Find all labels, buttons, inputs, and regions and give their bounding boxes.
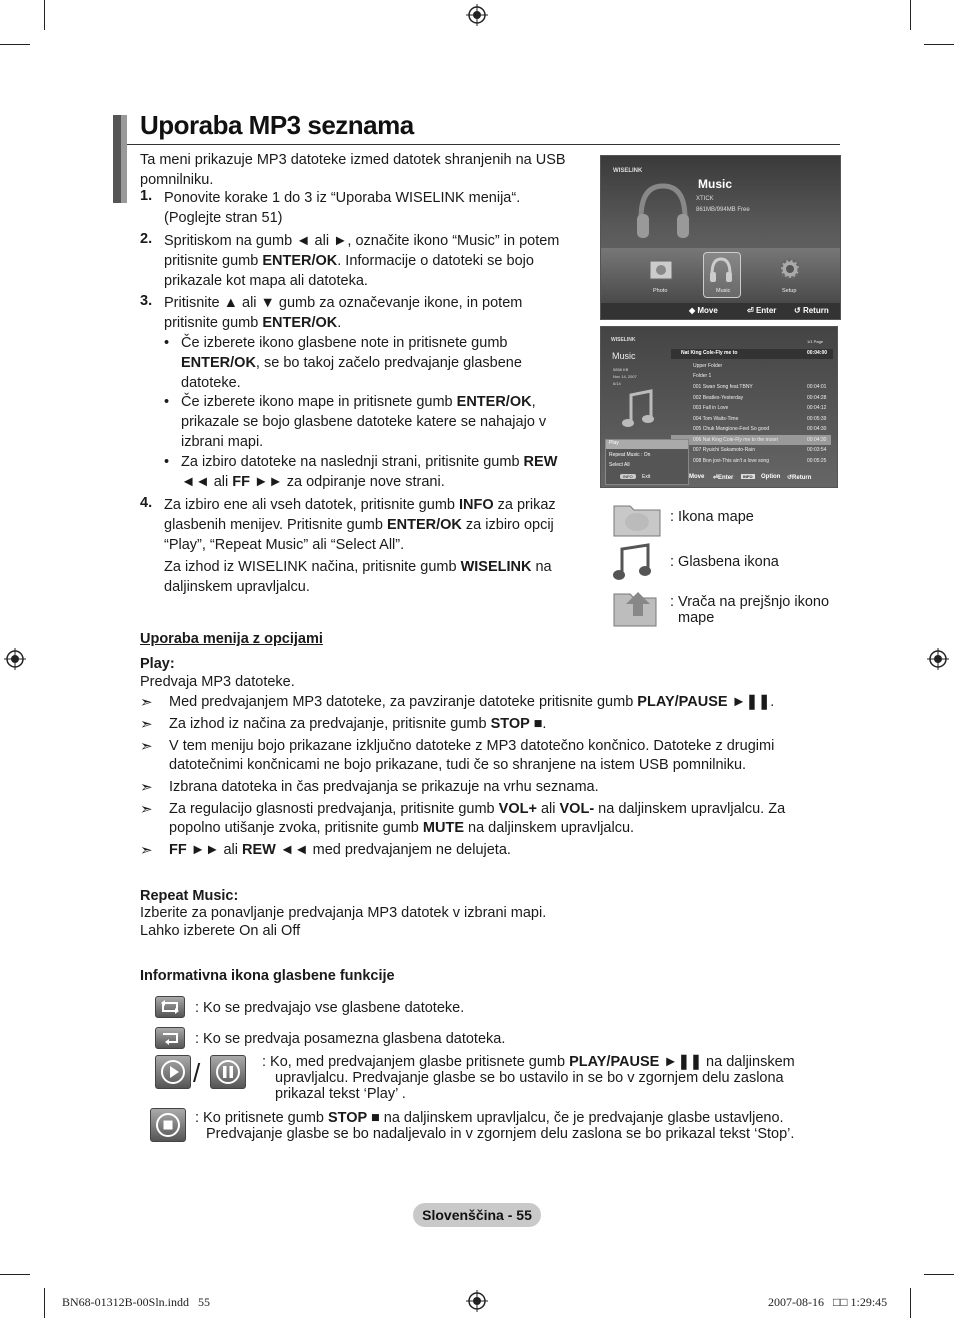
exit-instructions: Za izhod iz WISELINK načina, pritisnite gumb WISELINK na daljinskem upravljalcu. [164,559,552,595]
device-space: 861MB/994MB Free [696,207,750,213]
list-item[interactable]: Folder 1 [693,373,712,379]
menu-info-button: INFO [620,474,636,479]
list-item[interactable]: 007 Ryuichi Sakamoto-Rain 00:03:54 [693,447,827,453]
crop-mark [910,0,911,30]
wiselink-main-screen [600,155,841,320]
file-date: Nov 14, 2007 [613,374,637,379]
wiselink-logo: WISELINK [611,337,636,343]
title-rule [127,144,840,145]
nav-bar: Move ⏎Enter INFO Option ↺Return [689,474,812,481]
music-label: Music [716,288,731,294]
legend-music-label: : Glasbena ikona [670,554,779,570]
step-text: Ponovite korake 1 do 3 iz “Uporaba WISELINK menija“. (Poglejte stran 51) [164,190,521,226]
folder-icon [612,502,662,538]
menu-item-play[interactable]: Play [606,440,688,449]
enter-hint: ⏎ Enter [747,306,777,315]
file-list [671,361,833,469]
info-repeat-one-text: : Ko se predvaja posamezna glasbena datoteka. [195,1031,506,1047]
screen-heading: Music [698,177,733,191]
repeat-heading: Repeat Music: [140,888,239,904]
music-note-icon [612,543,654,583]
nav-bar [601,303,840,319]
menu-exit[interactable]: Exit [642,474,651,480]
title-bar-decoration [121,115,127,203]
music-note-icon [621,389,655,431]
info-play-pause-text: : Ko, med predvajanjem glasbe pritisnete gumb PLAY/PAUSE ►❚❚ na daljinskem upravljalcu. Predvajanje glasbe se bo ustavilo in se bo v zgornjem delu zaslona prikazal tekst ‘Play’ . [262,1054,795,1102]
crop-mark [910,1288,911,1318]
info-stop-text: : Ko pritisnete gumb STOP ■ na daljinskem upravljalcu, če je predvajanje glasbe ustavljeno. Predvajanje glasbe se bo nadaljevalo in v zgornjem delu zaslona se bo prikazal tekst ‘Stop’. [195,1110,795,1142]
registration-mark-icon [4,648,26,670]
bullet-item: • Če izberete ikono mape in pritisnete gumb ENTER/OK, prikazale se bojo glasbene datoteke katere se nahajajo v izbrani mapi. [164,394,547,450]
step-text: Za izbiro ene ali vseh datotek, pritisnite gumb INFO za prikaz glasbenih menijev. Pritisnite gumb ENTER/OK za izbiro opcij “Play”, “Repeat Music” ali “Select All”. [164,497,556,553]
now-playing-bar: Nat King Cole-Fly me to 00:04:00 [671,349,833,359]
headphones-icon [633,178,693,248]
setup-label: Setup [782,288,797,294]
photo-label: Photo [653,288,668,294]
page-number-badge: Slovenščina - 55 [413,1203,541,1227]
crop-mark [44,1288,45,1318]
repeat-options: Lahko izberete On ali Off [140,923,301,939]
music-list-screen [600,326,838,488]
play-icon [155,1055,191,1089]
slash-separator: / [193,1058,201,1088]
crop-mark [0,44,30,45]
setup-icon[interactable] [777,256,803,282]
menu-item-repeat[interactable]: Repeat Music : On [609,452,651,458]
file-index: 6/14 [613,381,621,386]
crop-mark [0,1274,30,1275]
intro-text: Ta meni prikazuje MP3 datoteke izmed datotek shranjenih na USB pomnilniku. [140,152,566,188]
return-hint: ↺ Return [794,306,829,315]
step-text: Spritiskom na gumb ◄ ali ►, označite ikono “Music” in potem pritisnite gumb ENTER/OK. Informacije o datoteki se bojo prikazale kot mapa ali datoteka. [164,233,560,289]
crop-mark [44,0,45,30]
repeat-description: Izberite za ponavljanje predvajanja MP3 datotek v izbrani mapi. [140,905,547,921]
step-text: Pritisnite ▲ ali ▼ gumb za označevanje ikone, in potem pritisnite gumb ENTER/OK. [164,295,523,331]
screen-heading: Music [612,351,636,361]
options-heading: Uporaba menija z opcijami [140,631,323,647]
bullet-item: • Za izbiro datoteke na naslednji strani, pritisnite gumb REW ◄◄ ali FF ►► za odpiranje nove strani. [164,454,558,490]
step-number: 3. [140,293,153,309]
repeat-one-icon [155,1027,185,1049]
move-hint: ◆ Move [689,306,718,315]
registration-mark-icon [466,4,488,26]
play-heading: Play: [140,656,175,672]
device-name: XTICK [696,196,714,202]
list-item[interactable]: Upper Folder [693,363,723,369]
step-number: 1. [140,188,153,204]
footer-timestamp: 2007-08-16 □□ 1:29:45 [768,1295,888,1309]
play-description: Predvaja MP3 datoteke. [140,674,295,690]
list-item-selected[interactable]: 006 Nat King Cole-Fly me to the moon 00:04:30 [671,435,831,445]
repeat-all-icon [155,996,185,1018]
legend-upper-folder-label: : Vrača na prejšnjo ikono mape [670,594,830,626]
upper-folder-icon [612,586,664,630]
list-item[interactable]: 004 Tom Waits-Time 00:05:39 [693,416,827,422]
list-item[interactable]: 001 Swan Song feat.TBNY 00:04:01 [693,384,827,390]
menu-item-select-all[interactable]: Select All [609,462,630,468]
crop-mark [924,1274,954,1275]
legend-folder-label: : Ikona mape [670,509,754,525]
list-item[interactable]: 005 Chuk Mangione-Feel So good 00:04:30 [693,426,827,432]
page-title: Uporaba MP3 seznama [140,110,414,140]
pause-icon [210,1055,246,1089]
wiselink-logo: WISELINK [613,168,643,174]
bullet-item: • Če izberete ikono glasbene note in pritisnete gumb ENTER/OK, se bo takoj začelo predvajanje glasbene datoteke. [164,335,522,391]
list-item[interactable]: 003 Fall in Love 00:04:12 [693,405,827,411]
list-item[interactable]: 002 Beatles-Yesterday 00:04:28 [693,395,827,401]
info-heading: Informativna ikona glasbene funkcije [140,968,395,984]
file-size: 5858 KB [613,367,629,372]
stop-icon [150,1108,186,1142]
step-number: 2. [140,231,153,247]
list-item[interactable]: 008 Bon jovi-This ain't a love song 00:05:25 [693,458,827,464]
photo-icon[interactable] [647,256,675,284]
registration-mark-icon [927,648,949,670]
music-icon [708,256,734,284]
page-indicator: 1/1 Page [807,339,824,344]
registration-mark-icon [466,1290,488,1312]
crop-mark [924,44,954,45]
option-menu [605,439,689,485]
footer-filename: BN68-01312B-00Sln.indd 55 [62,1295,211,1309]
step-number: 4. [140,495,153,511]
info-repeat-all-text: : Ko se predvajajo vse glasbene datoteke. [195,1000,465,1016]
